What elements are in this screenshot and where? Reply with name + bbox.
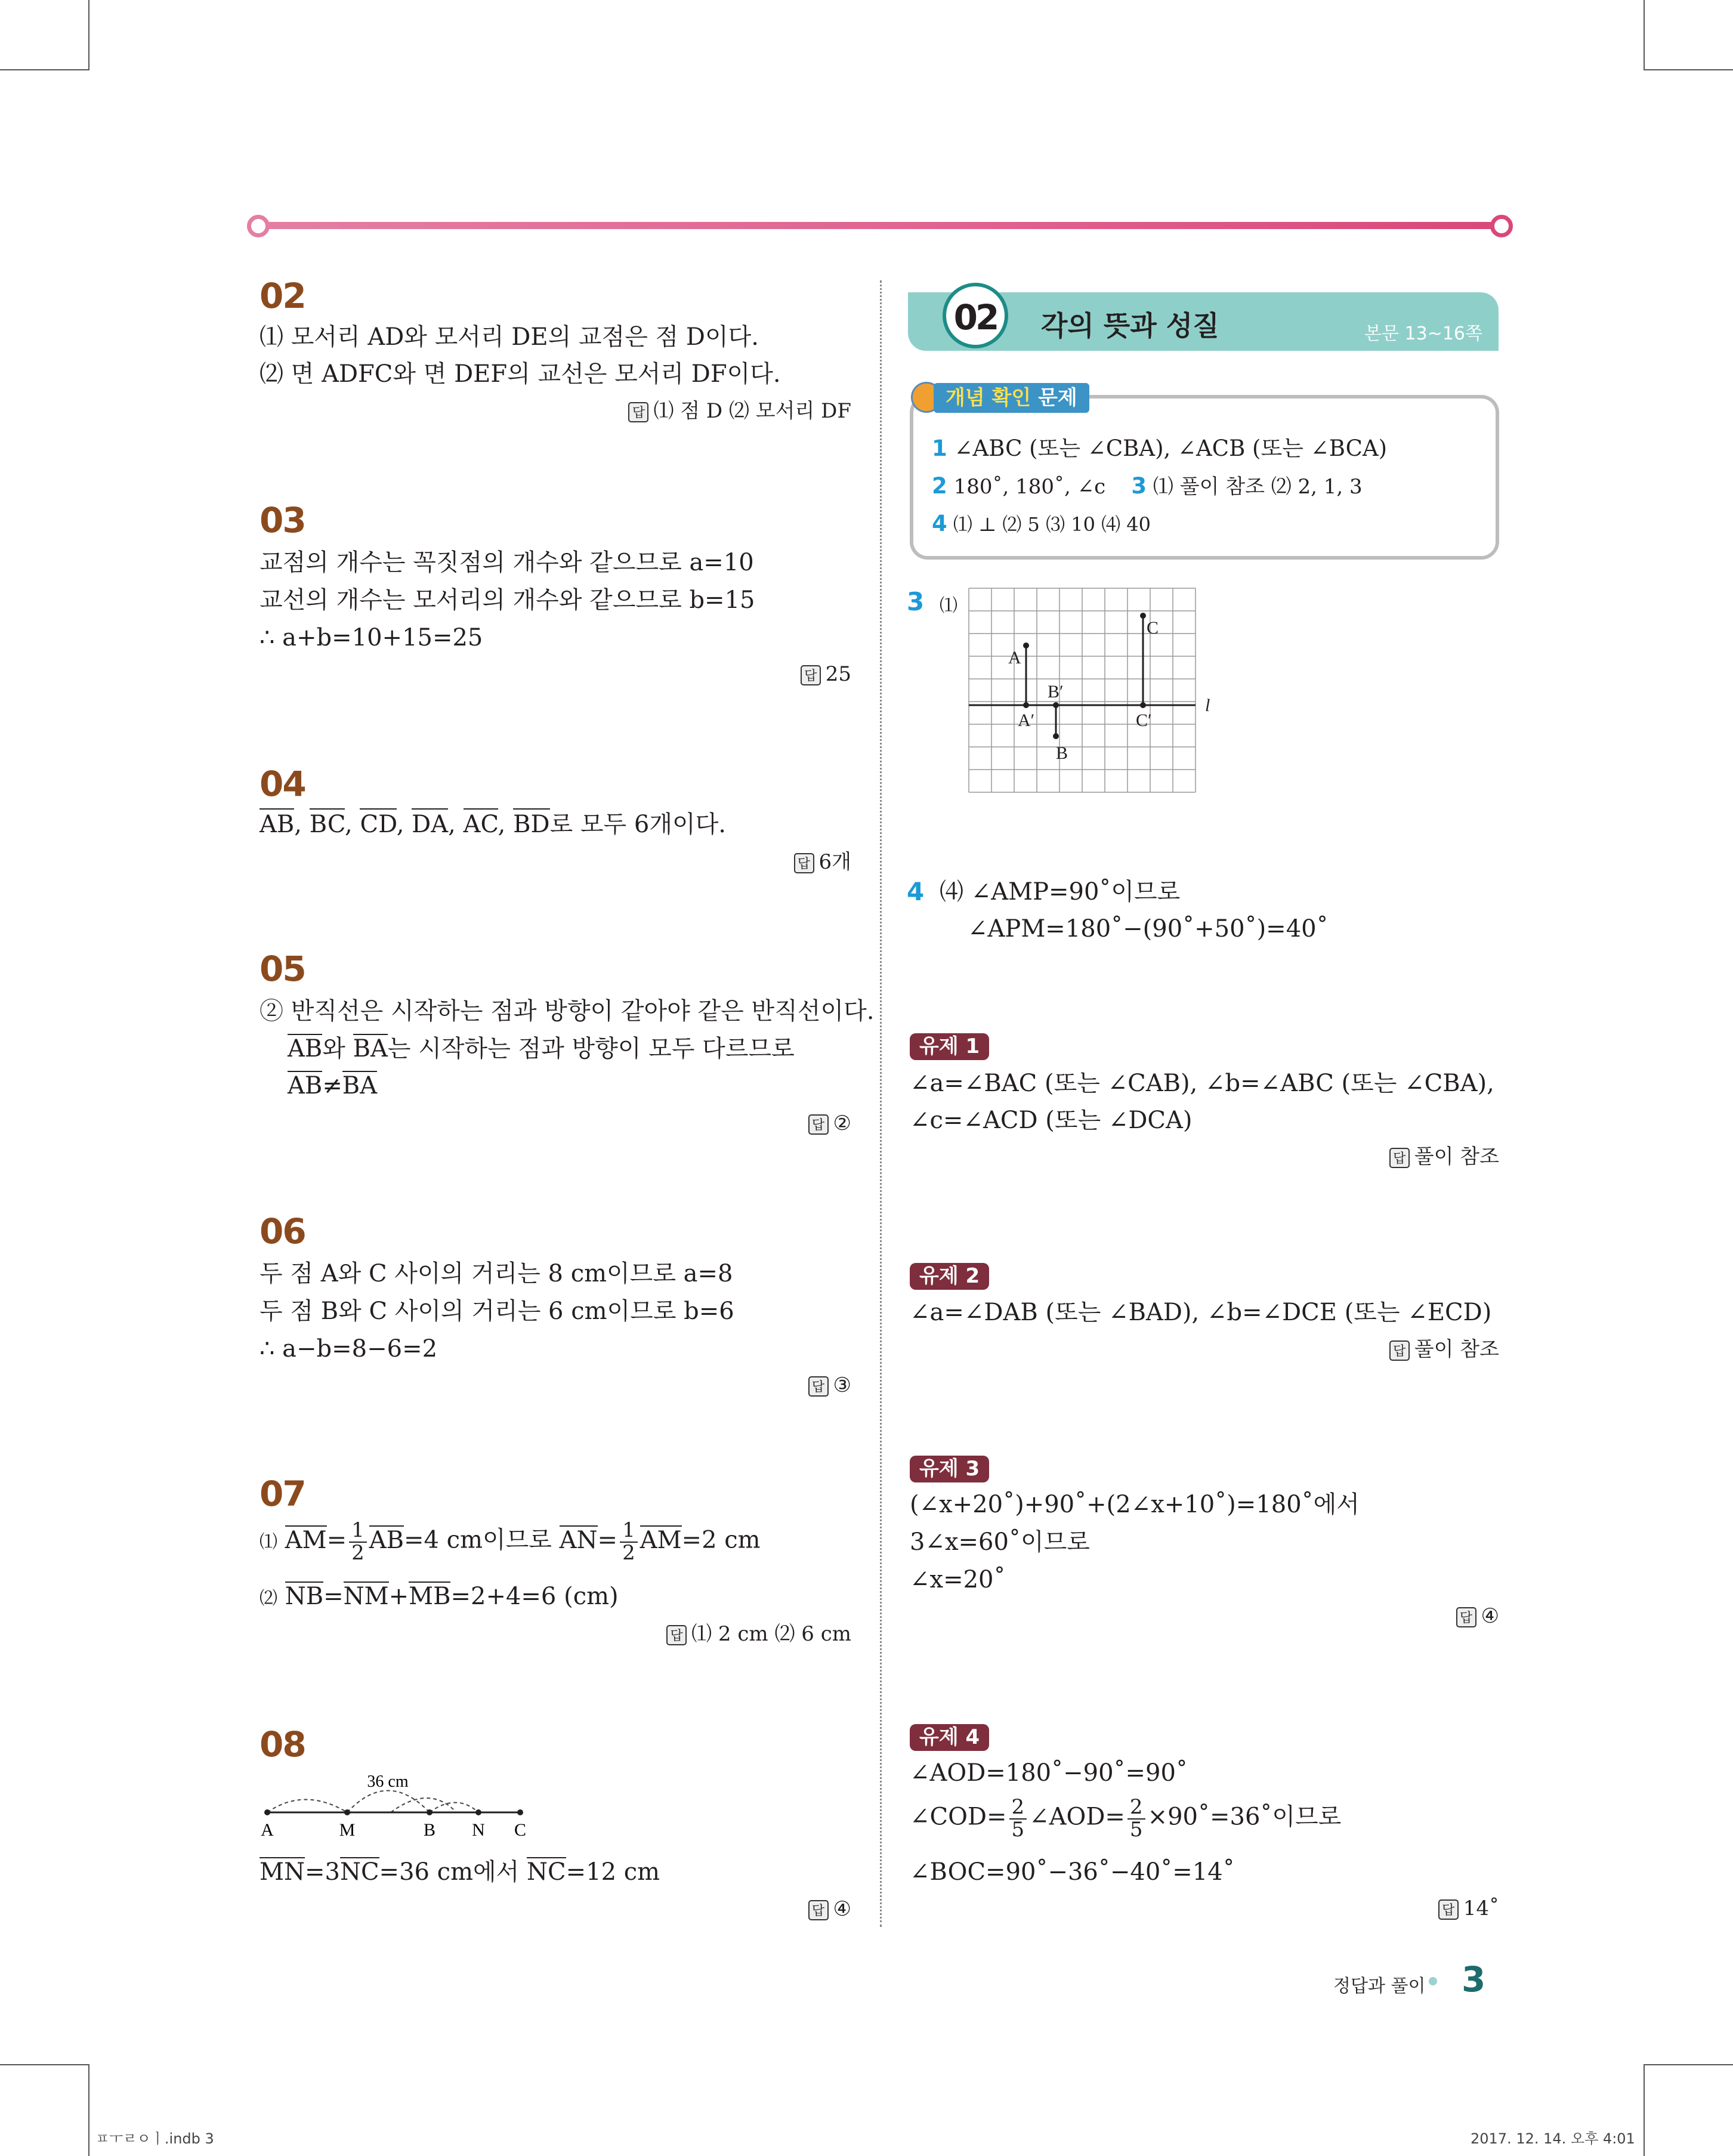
line-symbol: BD <box>513 808 549 838</box>
concept-line: 4 ⑴ ⊥ ⑵ 5 ⑶ 10 ⑷ 40 <box>932 511 1151 536</box>
crop-mark <box>0 69 89 70</box>
line-label: l <box>1205 696 1210 715</box>
section-pages: 본문 13~16쪽 <box>1364 323 1482 344</box>
point-label: C <box>514 1820 527 1840</box>
answer-text: ③ <box>833 1373 851 1397</box>
answer-text: ④ <box>833 1897 851 1921</box>
crop-mark <box>88 0 89 70</box>
answer <box>801 664 851 685</box>
text-line: ∴ a−b=8−6=2 <box>260 1335 438 1363</box>
fraction: $\frac{1}{2}$ <box>620 1520 638 1564</box>
text-line: AB와 BA는 시작하는 점과 방향이 모두 다르므로 <box>288 1035 795 1062</box>
concept-label: 개념 확인 문제 <box>934 383 1089 413</box>
segment-symbol: AM <box>285 1526 327 1554</box>
concept-line: 1 ∠ABC (또는 ∠CBA), ∠ACB (또는 ∠BCA) <box>932 435 1388 461</box>
point-label: B <box>1056 743 1068 763</box>
point-label: C <box>1147 618 1159 638</box>
answer-text: 풀이 참조 <box>1414 1145 1499 1169</box>
text-line: ⑴ 모서리 AD와 모서리 DE의 교점은 점 D이다. <box>260 323 759 351</box>
segment-symbol: NC <box>527 1858 566 1886</box>
point-label: A′ <box>1018 711 1035 730</box>
line-symbol: AC <box>464 808 498 838</box>
text-line: 교점의 개수는 꼭짓점의 개수와 같으므로 a=10 <box>260 549 754 576</box>
point-label: C′ <box>1136 711 1152 730</box>
text-line: ∠BOC=90˚−36˚−40˚=14˚ <box>910 1858 1235 1886</box>
point-label: A <box>1008 648 1021 668</box>
exercise-tag: 유제 3 <box>910 1456 989 1482</box>
answer-badge-icon: 답 <box>808 1376 829 1397</box>
answer-badge-icon: 답 <box>1438 1899 1459 1920</box>
answer-text: 풀이 참조 <box>1414 1338 1499 1361</box>
problem-number: 04 <box>260 764 305 804</box>
text-line: ⑵ 면 ADFC와 면 DEF의 교선은 모서리 DF이다. <box>260 360 781 388</box>
text-line: 두 점 A와 C 사이의 거리는 8 cm이므로 a=8 <box>260 1260 733 1287</box>
text-line: ② 반직선은 시작하는 점과 방향이 같아야 같은 반직선이다. <box>260 997 875 1025</box>
exercise-tag: 유제 4 <box>910 1724 989 1751</box>
header-bar-dot-left <box>247 215 270 237</box>
text-line: ∠a=∠BAC (또는 ∠CAB), ∠b=∠ABC (또는 ∠CBA), <box>910 1070 1494 1097</box>
segment-symbol: NM <box>343 1583 389 1610</box>
sub-label: ⑴ <box>940 595 957 616</box>
section-title: 각의 뜻과 성질 <box>1041 310 1219 342</box>
text-line: ∠c=∠ACD (또는 ∠DCA) <box>910 1107 1193 1134</box>
answer-badge-icon: 답 <box>808 1900 829 1920</box>
answer-badge-icon: 답 <box>794 853 814 873</box>
answer <box>794 852 851 873</box>
text-line: ∠COD= $\frac{2}{5}$ ∠AOD= $\frac{2}{5}$ ×90˚=36˚이므로 <box>910 1795 1342 1842</box>
answer <box>808 1113 851 1135</box>
line-symbol: CD <box>360 808 396 838</box>
segment-figure <box>257 1769 543 1846</box>
text-line: 두 점 B와 C 사이의 거리는 6 cm이므로 b=6 <box>260 1298 734 1325</box>
point-label: M <box>339 1820 356 1840</box>
point-label: B′ <box>1048 682 1064 702</box>
text-line: ∠APM=180˚−(90˚+50˚)=40˚ <box>968 915 1329 943</box>
problem-number: 4 <box>907 877 925 906</box>
text-line: 교선의 개수는 모서리의 개수와 같으므로 b=15 <box>260 586 755 614</box>
answer-badge-icon: 답 <box>1389 1148 1410 1168</box>
line-symbol: BC <box>310 808 345 838</box>
line-symbol: AB <box>260 808 294 838</box>
text-line: (∠x+20˚)+90˚+(2∠x+10˚)=180˚에서 <box>910 1491 1360 1518</box>
problem-number: 06 <box>260 1211 305 1252</box>
segment-symbol: MN <box>260 1858 305 1886</box>
problem-number: 07 <box>260 1474 305 1514</box>
segment-symbol: AB <box>369 1526 404 1554</box>
answer <box>628 401 851 422</box>
fraction: $\frac{2}{5}$ <box>1009 1797 1027 1840</box>
concept-line: 2 180˚, 180˚, ∠c 3 ⑴ 풀이 참조 ⑵ 2, 1, 3 <box>932 473 1363 499</box>
answer-text: ④ <box>1481 1604 1499 1628</box>
slug-date: 2017. 12. 14. 오후 4:01 <box>1471 2130 1635 2147</box>
answer-text: ⑴ 점 D ⑵ 모서리 DF <box>653 399 851 423</box>
answer <box>666 1624 851 1645</box>
answer <box>1456 1606 1499 1627</box>
answer-text: 25 <box>825 662 851 686</box>
grid-figure <box>966 586 1229 798</box>
ray-symbol: BA <box>342 1072 378 1099</box>
answer-badge-icon: 답 <box>801 665 821 685</box>
text-line: ∴ a+b=10+15=25 <box>260 624 483 651</box>
text-line: ⑷ ∠AMP=90˚이므로 <box>940 878 1181 906</box>
answer <box>1438 1898 1499 1920</box>
fraction: $\frac{2}{5}$ <box>1127 1797 1145 1840</box>
answer-badge-icon: 답 <box>628 402 648 422</box>
crop-mark <box>1644 2064 1733 2065</box>
answer-text: ⑴ 2 cm ⑵ 6 cm <box>691 1622 851 1646</box>
segment-symbol: AN <box>559 1526 598 1554</box>
page-number: 3 <box>1462 1959 1486 2000</box>
answer <box>808 1899 851 1920</box>
crop-mark <box>0 2064 89 2065</box>
text-line: ⑴ AM= $\frac{1}{2}$ AB=4 cm이므로 AN= $\frac{1}{2}$ AM=2 cm <box>260 1518 761 1565</box>
answer <box>808 1375 851 1397</box>
length-label: 36 cm <box>367 1772 409 1791</box>
text-line: 3∠x=60˚이므로 <box>910 1528 1090 1556</box>
text-line: ⑵ NB=NM+MB=2+4=6 (cm) <box>260 1583 619 1610</box>
text-line: MN=3NC=36 cm에서 NC=12 cm <box>260 1858 660 1886</box>
exercise-tag: 유제 2 <box>910 1263 989 1290</box>
crop-mark <box>88 2064 89 2156</box>
footer-dot <box>1429 1977 1437 1985</box>
problem-number: 3 <box>907 587 925 616</box>
segment-symbol: AM <box>640 1526 682 1554</box>
line-list: AB, BC, CD, DA, AC, BD로 모두 6개이다. <box>260 813 726 836</box>
segment-symbol: MB <box>409 1583 451 1610</box>
answer <box>1389 1147 1499 1168</box>
text-line: AB≠BA <box>288 1072 378 1099</box>
answer-badge-icon: 답 <box>1456 1607 1476 1627</box>
answer-badge-icon: 답 <box>1389 1340 1410 1361</box>
answer-badge-icon: 답 <box>808 1114 829 1135</box>
problem-number: 02 <box>260 276 305 316</box>
segment-symbol: NC <box>339 1858 379 1886</box>
answer-text: 14˚ <box>1463 1896 1499 1920</box>
point-label: A <box>261 1820 274 1840</box>
line-symbol: DA <box>412 808 448 838</box>
slug-file: ㅍㅜㄹㅇㅣ.indb 3 <box>95 2130 214 2147</box>
header-bar-dot-right <box>1490 215 1513 237</box>
footer-label: 정답과 풀이 <box>1333 1976 1426 1997</box>
answer-badge-icon: 답 <box>666 1625 687 1645</box>
section-number: 02 <box>953 297 997 338</box>
ray-symbol: BA <box>353 1035 388 1062</box>
text-line: ∠a=∠DAB (또는 ∠BAD), ∠b=∠DCE (또는 ∠ECD) <box>910 1299 1492 1326</box>
crop-mark <box>1644 2064 1645 2156</box>
column-divider <box>880 280 882 1927</box>
exercise-tag: 유제 1 <box>910 1033 989 1060</box>
ray-symbol: AB <box>288 1035 323 1062</box>
point-label: B <box>423 1820 436 1840</box>
text-line: ∠x=20˚ <box>910 1566 1006 1593</box>
problem-number: 05 <box>260 949 305 989</box>
text-line: ∠AOD=180˚−90˚=90˚ <box>910 1759 1188 1787</box>
answer-text: 6개 <box>818 850 851 874</box>
problem-number: 03 <box>260 500 305 540</box>
answer-text: ② <box>833 1111 851 1135</box>
fraction: $\frac{1}{2}$ <box>349 1520 367 1564</box>
header-bar <box>257 222 1503 229</box>
crop-mark <box>1644 69 1733 70</box>
answer <box>1389 1339 1499 1361</box>
point-label: N <box>472 1820 485 1840</box>
segment-symbol: NB <box>285 1583 324 1610</box>
ray-symbol: AB <box>288 1072 323 1099</box>
problem-number: 08 <box>260 1724 305 1765</box>
crop-mark <box>1644 0 1645 70</box>
